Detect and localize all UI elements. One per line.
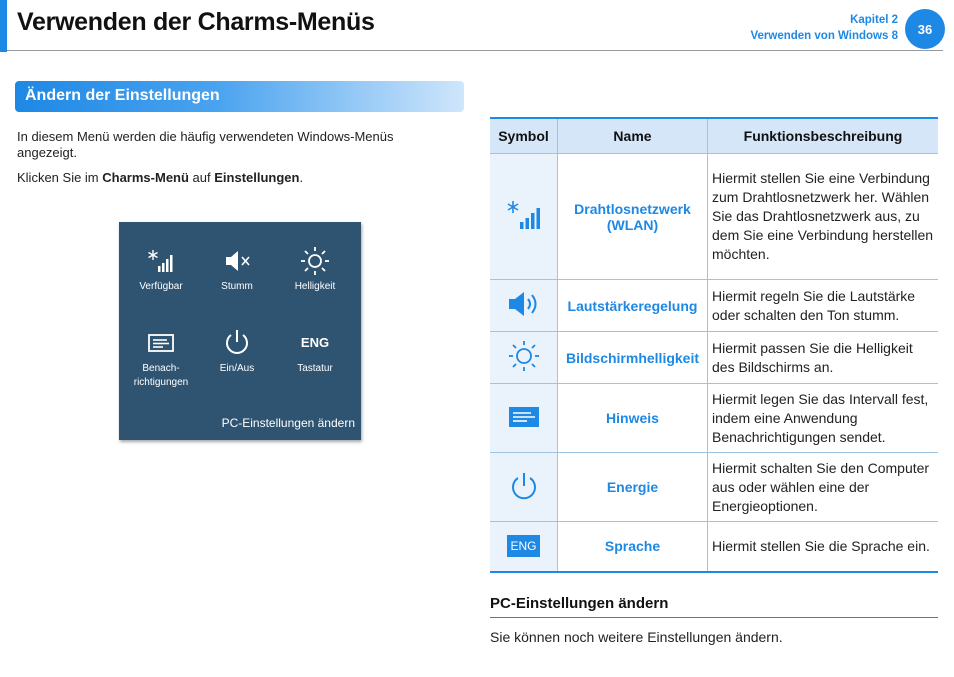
charm-tile-wifi[interactable] [121,246,201,294]
charm-label: Verfügbar [139,281,183,292]
brightness-icon [275,246,355,276]
symbol-table [490,117,938,573]
instruction-text: . [299,170,304,185]
name-cell: Sprache [558,522,708,572]
table-row [490,384,938,453]
table-row [490,154,938,280]
notification-icon [121,328,201,358]
table-row [490,280,938,332]
brightness-icon [507,339,541,373]
charm-label: Stumm [221,281,253,292]
charm-tile-volume[interactable] [197,246,277,294]
speaker-icon [506,288,542,320]
name-cell: Bildschirmhelligkeit [558,332,708,384]
symbol-cell [490,280,558,332]
section-heading-text: Ändern der Einstellungen [25,87,220,104]
table-row [490,522,938,572]
description-cell: Hiermit schalten Sie den Computer aus oder wählen eine der Energieoptionen. [708,453,939,522]
name-cell: Energie [558,453,708,522]
charm-label: Tastatur [297,363,333,374]
power-icon [197,328,277,358]
symbol-cell [490,384,558,453]
pc-settings-divider [490,617,938,618]
description-cell: Hiermit regeln Sie die Lautstärke oder schalten den Ton stumm. [708,280,939,332]
keyboard-eng-icon: ENG [300,335,330,350]
language-eng-icon: ENG [507,535,539,557]
pc-settings-heading: PC-Einstellungen ändern [490,595,669,612]
pc-settings-link[interactable]: PC-Einstellungen ändern [221,416,355,430]
table-row [490,453,938,522]
page-title: Verwenden der Charms-Menüs [17,8,375,36]
charm-label: Ein/Aus [219,363,255,374]
chapter-label: Kapitel 2 [850,14,898,26]
name-cell: Hinweis [558,384,708,453]
column-header: Funktionsbeschreibung [708,118,939,154]
name-cell: Lautstärkeregelung [558,280,708,332]
charm-tile-brightness[interactable] [275,246,355,294]
table-header-row [490,118,938,154]
description-cell: Hiermit stellen Sie die Sprache ein. [708,522,939,572]
instruction-paragraph [17,170,437,186]
symbol-cell [490,332,558,384]
power-icon [509,471,539,501]
notification-icon [509,407,539,427]
instruction-text: auf [188,170,215,185]
symbol-cell [490,453,558,522]
charm-tile-notifications[interactable] [121,328,201,390]
page-number-badge: 36 [905,9,945,49]
chapter-info [750,12,898,44]
symbol-cell [490,522,558,572]
column-header: Name [558,118,708,154]
charm-label: Benach- richtigungen [133,363,189,388]
charm-tile-keyboard[interactable] [275,328,355,376]
pc-settings-text: Sie können noch weitere Einstellungen ändern. [490,629,783,645]
header-accent-bar [0,0,7,52]
chapter-title: Verwenden von Windows 8 [750,30,898,42]
symbol-cell [490,154,558,280]
charm-tile-power[interactable] [197,328,277,376]
section-heading [15,81,464,112]
name-cell: Drahtlosnetzwerk (WLAN) [558,154,708,280]
wifi-signal-icon [121,246,201,276]
instruction-text: Klicken Sie im [17,170,103,185]
description-cell: Hiermit passen Sie die Helligkeit des Bildschirms an. [708,332,939,384]
table-row [490,332,938,384]
charms-settings-panel [119,222,361,440]
instruction-settings: Einstellungen [214,170,300,185]
wifi-signal-icon [506,199,542,231]
description-cell: Hiermit legen Sie das Intervall fest, indem eine Anwendung Benachrichtigungen sendet. [708,384,939,453]
description-cell: Hiermit stellen Sie eine Verbindung zum Drahtlosnetzwerk her. Wählen Sie das Drahtlosnetzwerk aus, zu dem Sie eine Verbindung herstellen möchten. [708,154,939,280]
column-header: Symbol [490,118,558,154]
instruction-charms-menu: Charms-Menü [102,170,189,185]
charm-label: Helligkeit [294,281,336,292]
speaker-mute-icon [197,246,277,276]
header-divider [7,50,943,51]
intro-paragraph: In diesem Menü werden die häufig verwendeten Windows-Menüs angezeigt. [17,129,394,160]
